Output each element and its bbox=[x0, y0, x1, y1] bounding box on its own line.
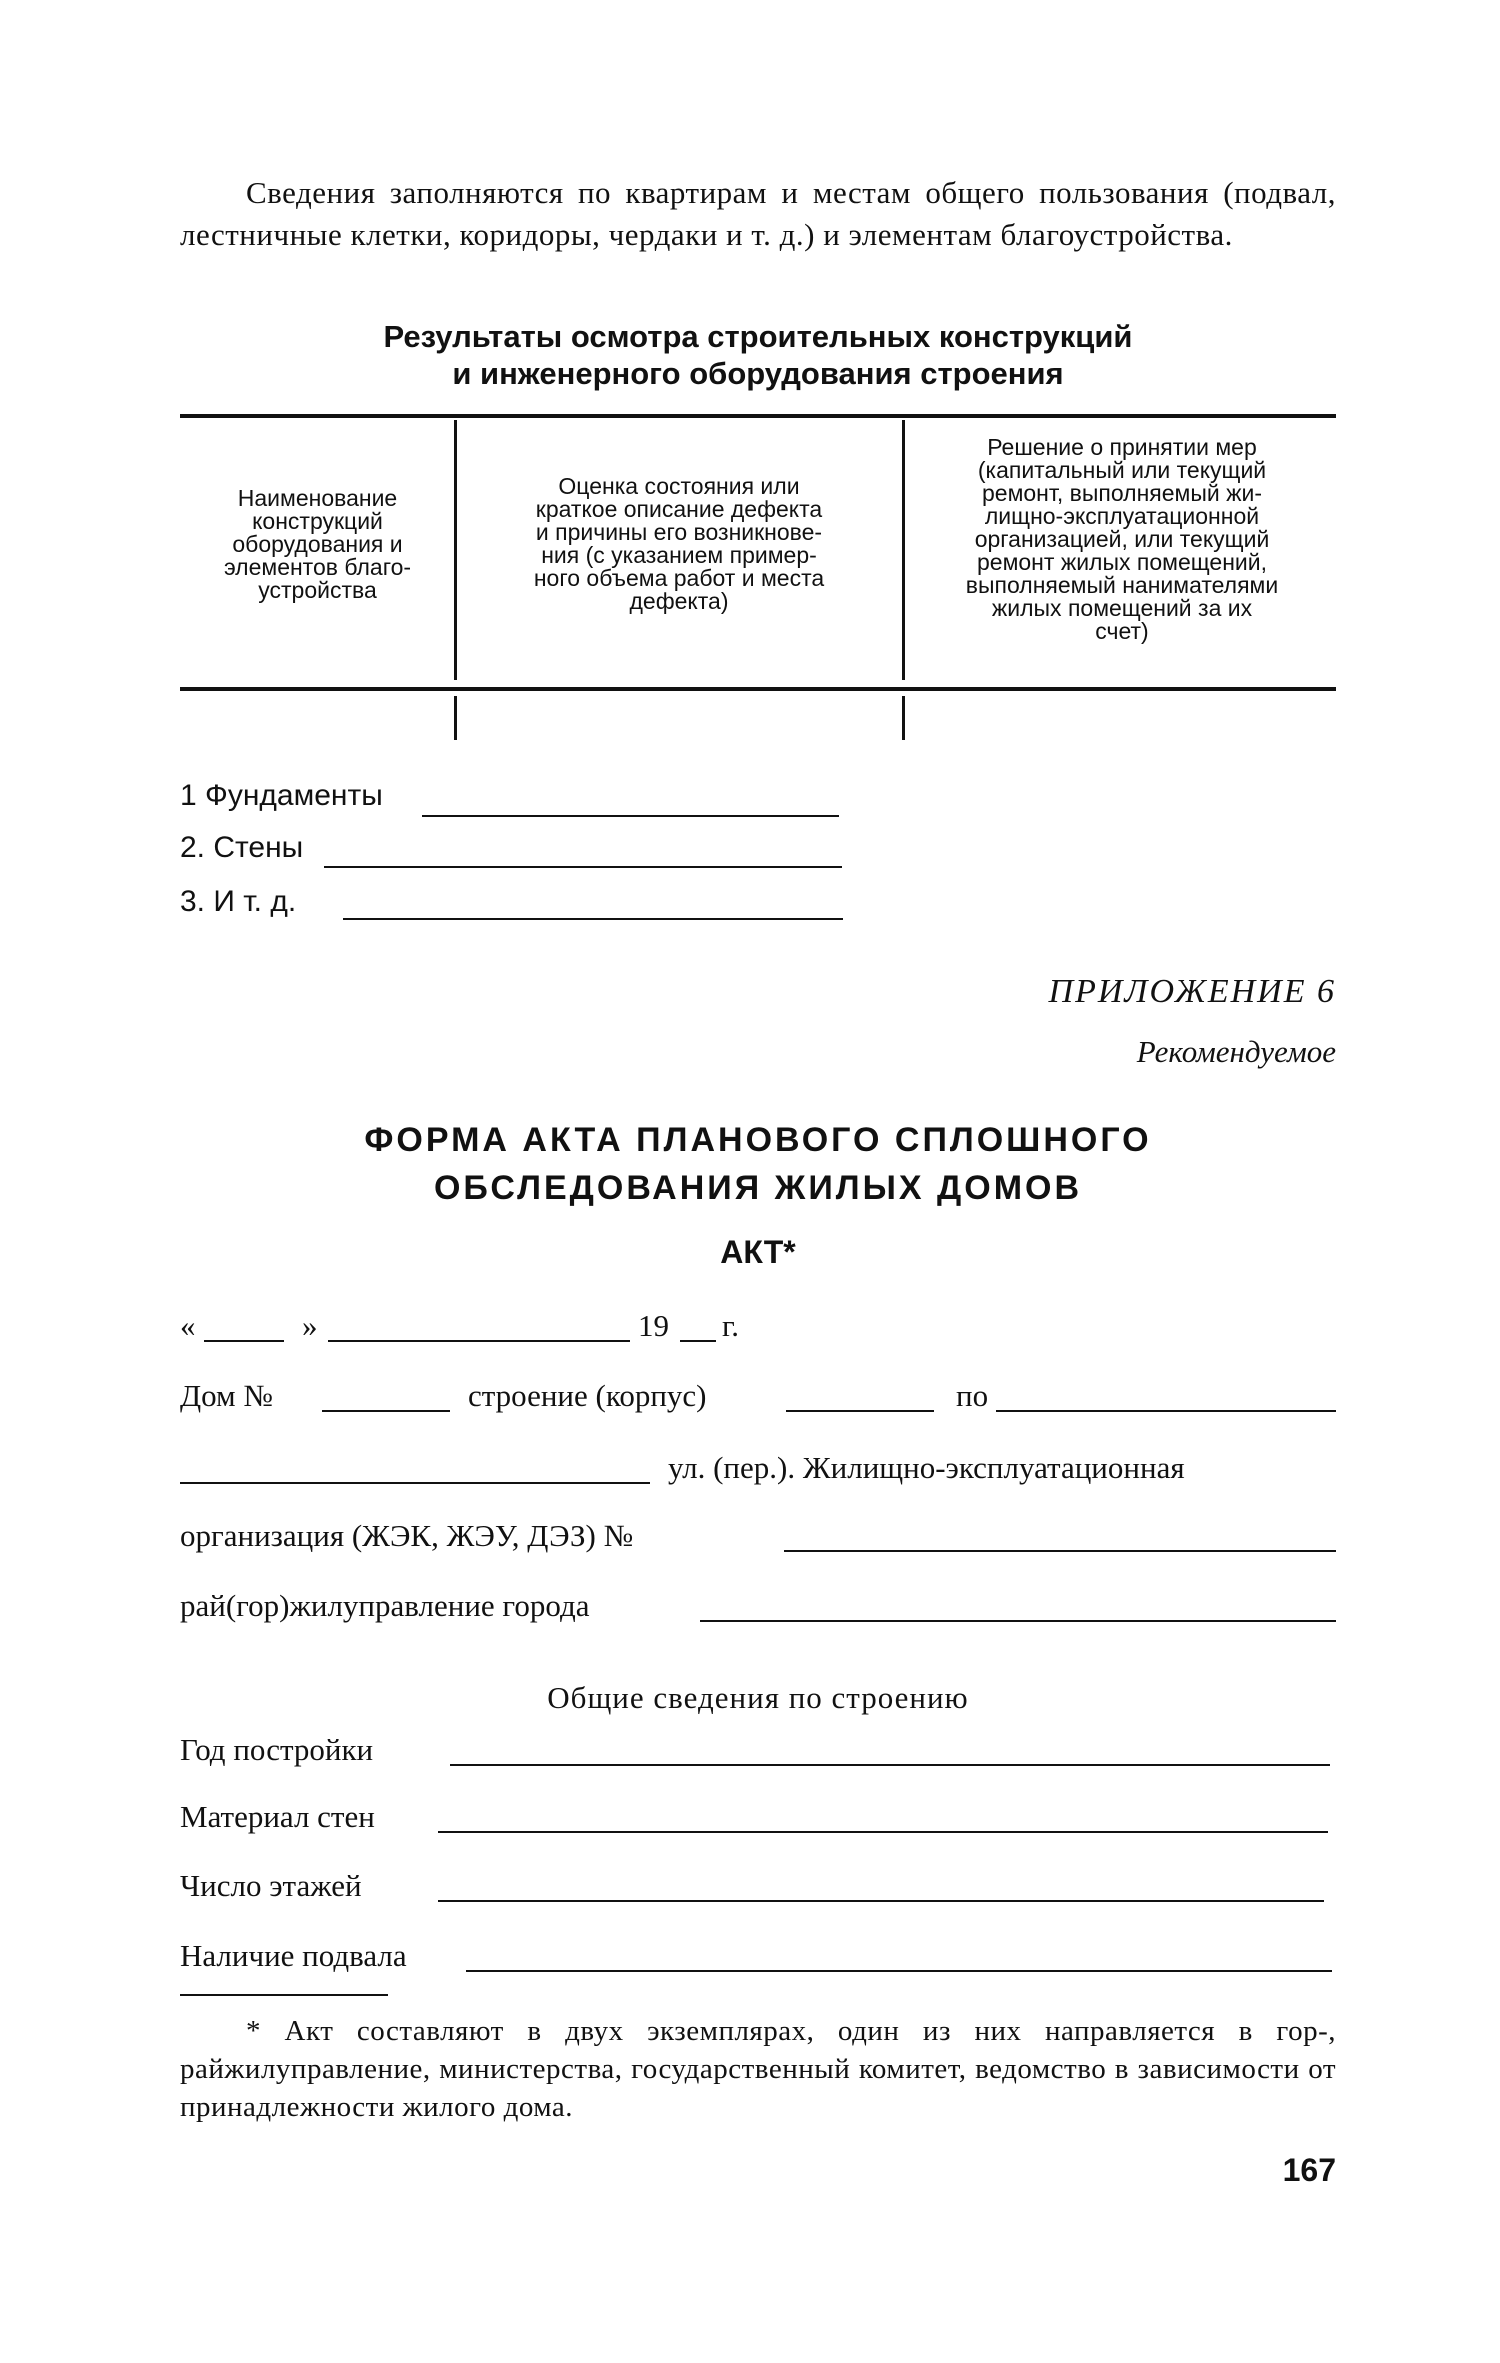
date-year-field[interactable] bbox=[680, 1340, 716, 1342]
list-item-etc: 3. И т. д. bbox=[180, 885, 297, 918]
basement-field[interactable] bbox=[466, 1970, 1332, 1972]
list-item-walls: 2. Стены bbox=[180, 831, 304, 864]
table-header-condition-assessment: Оценка состояния или краткое описание дефекта и причины его возникнове- ния (с указанием пример- ного объема работ и места дефекта) bbox=[533, 473, 825, 614]
general-info-title: Общие сведения по строению bbox=[547, 1680, 969, 1715]
date-close-quote: » bbox=[302, 1308, 318, 1343]
building-field[interactable] bbox=[786, 1410, 934, 1412]
street-prep: по bbox=[956, 1378, 989, 1413]
date-open-quote: « bbox=[180, 1308, 196, 1343]
form-title: ФОРМА АКТА ПЛАНОВОГО СПЛОШНОГО ОБСЛЕДОВАНИЯ ЖИЛЫХ ДОМОВ bbox=[364, 1121, 1152, 1207]
akt-title: АКТ* bbox=[720, 1234, 796, 1270]
table-header-structure-name: Наименование конструкций оборудования и элементов благо- устройства bbox=[223, 485, 412, 603]
date-year-suffix: г. bbox=[722, 1308, 739, 1343]
build-year-field[interactable] bbox=[450, 1764, 1330, 1766]
table-bottom-rule bbox=[180, 687, 1336, 691]
date-day-field[interactable] bbox=[204, 1340, 284, 1342]
fill-line bbox=[343, 918, 843, 920]
street-name-field[interactable] bbox=[180, 1482, 650, 1484]
table-top-rule bbox=[180, 414, 1336, 418]
build-year-label: Год постройки bbox=[180, 1732, 374, 1767]
district-label: рай(гор)жилуправление города bbox=[180, 1588, 590, 1623]
house-label: Дом № bbox=[180, 1378, 273, 1413]
street-label: ул. (пер.). Жилищно-эксплуатационная bbox=[668, 1450, 1185, 1485]
date-month-field[interactable] bbox=[328, 1340, 630, 1342]
appendix-status: Рекомендуемое bbox=[1136, 1034, 1336, 1069]
floor-count-field[interactable] bbox=[438, 1900, 1324, 1902]
section-title-line-1: Результаты осмотра строительных конструкций bbox=[383, 319, 1133, 354]
house-number-field[interactable] bbox=[322, 1410, 450, 1412]
page-number: 167 bbox=[1282, 2152, 1336, 2188]
table-column-stub bbox=[902, 696, 905, 740]
table-header-decision: Решение о принятии мер (капитальный или текущий ремонт, выполняемый жи- лищно-эксплуатационной организацией, или текущий ремонт жилых помещений, выполняемый нанимателями жилых помещений за их счет) bbox=[965, 434, 1279, 644]
table-column-divider bbox=[902, 420, 905, 680]
footnote-separator bbox=[180, 1994, 388, 1996]
footnote: * Акт составляют в двух экземплярах, один из них направляется в гор-, райжилуправление, министерства, государственный комитет, ведомство в зависимости от принадлежности жилого дома. bbox=[180, 2015, 1336, 2123]
building-label: строение (корпус) bbox=[468, 1378, 707, 1413]
floor-count-label: Число этажей bbox=[180, 1868, 362, 1903]
fill-line bbox=[422, 815, 839, 817]
wall-material-field[interactable] bbox=[438, 1831, 1328, 1833]
table-column-divider bbox=[454, 420, 457, 680]
section-title-line-2: и инженерного оборудования строения bbox=[452, 356, 1064, 391]
section-title bbox=[180, 318, 1336, 392]
date-year-prefix: 19 bbox=[638, 1308, 669, 1343]
org-label: организация (ЖЭК, ЖЭУ, ДЭЗ) № bbox=[180, 1518, 634, 1553]
district-city-field[interactable] bbox=[700, 1620, 1336, 1622]
org-number-field[interactable] bbox=[784, 1550, 1336, 1552]
intro-paragraph: Сведения заполняются по квартирам и местам общего пользования (подвал, лестничные клетки, коридоры, чердаки и т. д.) и элементам благоустройства. bbox=[180, 175, 1336, 252]
basement-label: Наличие подвала bbox=[180, 1938, 407, 1973]
wall-material-label: Материал стен bbox=[180, 1799, 375, 1834]
list-item-foundations: 1 Фундаменты bbox=[180, 779, 383, 812]
table-column-stub bbox=[454, 696, 457, 740]
street-name-field-start[interactable] bbox=[996, 1410, 1336, 1412]
appendix-label: ПРИЛОЖЕНИЕ 6 bbox=[1048, 973, 1336, 1010]
fill-line bbox=[324, 866, 842, 868]
